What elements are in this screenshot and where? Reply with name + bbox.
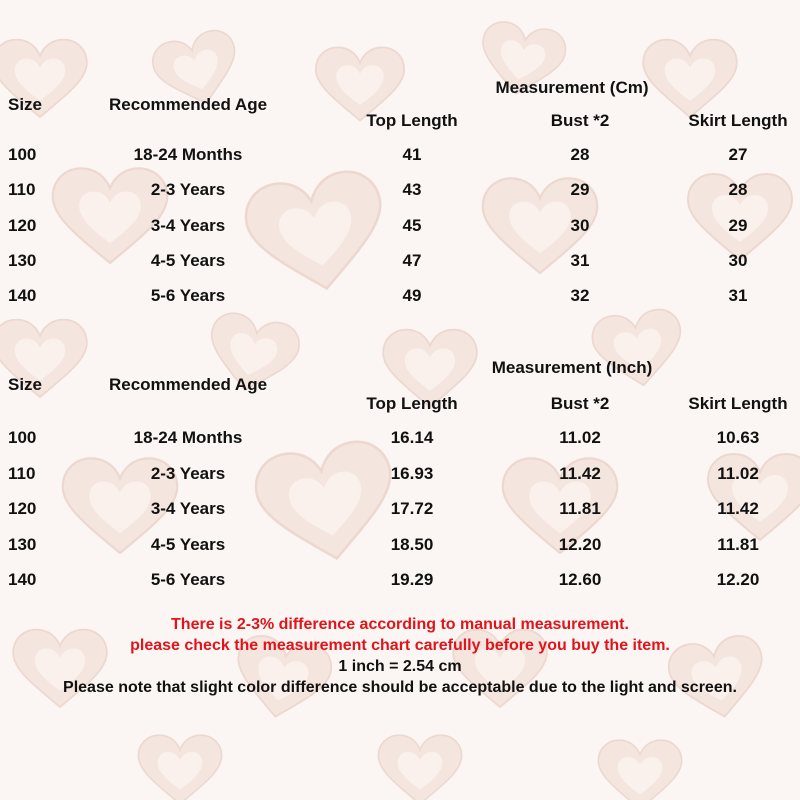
skirt-length-cell: 12.20	[716, 570, 760, 589]
size-cell: 100	[8, 428, 37, 447]
top-length-cell: 47	[402, 251, 422, 270]
inch-size-chart	[0, 358, 800, 628]
size-cell: 140	[8, 286, 37, 305]
top-length-cell: 17.72	[390, 499, 434, 518]
bust-cell: 30	[570, 216, 590, 235]
unit-conversion-note: 1 inch = 2.54 cm	[338, 658, 462, 675]
top-length-column-header: Top Length	[366, 111, 458, 130]
age-cell: 5-6 Years	[150, 286, 226, 305]
age-column-header: Recommended Age	[108, 95, 268, 114]
size-cell: 130	[8, 251, 37, 270]
skirt-length-cell: 28	[728, 180, 748, 199]
bust-cell: 28	[570, 145, 590, 164]
skirt-length-cell: 30	[728, 251, 748, 270]
age-cell: 18-24 Months	[133, 145, 243, 164]
bust-column-header: Bust *2	[550, 394, 610, 413]
size-cell: 110	[8, 464, 36, 483]
age-cell: 18-24 Months	[133, 428, 243, 447]
top-length-cell: 45	[402, 216, 422, 235]
top-length-cell: 43	[402, 180, 422, 199]
size-cell: 140	[8, 570, 37, 589]
bust-cell: 32	[570, 286, 590, 305]
age-cell: 5-6 Years	[150, 570, 226, 589]
top-length-column-header: Top Length	[366, 394, 458, 413]
top-length-cell: 16.14	[390, 428, 434, 447]
age-cell: 3-4 Years	[150, 499, 226, 518]
bust-cell: 12.20	[558, 535, 602, 554]
top-length-cell: 18.50	[390, 535, 434, 554]
size-cell: 130	[8, 535, 37, 554]
bust-cell: 29	[570, 180, 590, 199]
top-length-cell: 49	[402, 286, 422, 305]
age-column-header: Recommended Age	[108, 375, 268, 394]
check-chart-note: please check the measurement chart carefully before you buy the item.	[130, 637, 670, 654]
size-cell: 100	[8, 145, 37, 164]
skirt-length-cell: 29	[728, 216, 748, 235]
color-difference-note: Please note that slight color difference should be acceptable due to the light and screen.	[63, 679, 737, 696]
bust-cell: 12.60	[558, 570, 602, 589]
cm-size-chart	[0, 78, 800, 348]
size-cell: 110	[8, 180, 36, 199]
age-cell: 4-5 Years	[150, 535, 226, 554]
size-column-header: Size	[8, 95, 43, 114]
top-length-cell: 19.29	[390, 570, 434, 589]
skirt-length-cell: 10.63	[716, 428, 760, 447]
measurement-group-heading: Measurement (Cm)	[495, 78, 649, 97]
skirt-length-column-header: Skirt Length	[688, 394, 788, 413]
age-cell: 2-3 Years	[150, 464, 226, 483]
size-cell: 120	[8, 216, 37, 235]
difference-note: There is 2-3% difference according to manual measurement.	[171, 616, 629, 633]
top-length-cell: 16.93	[390, 464, 434, 483]
bust-cell: 11.42	[559, 464, 601, 483]
bust-cell: 11.81	[559, 499, 601, 518]
bust-column-header: Bust *2	[550, 111, 610, 130]
skirt-length-cell: 31	[728, 286, 748, 305]
bust-cell: 11.02	[559, 428, 601, 447]
measurement-group-heading: Measurement (Inch)	[491, 358, 653, 377]
skirt-length-cell: 27	[728, 145, 748, 164]
measurement-notes	[0, 614, 800, 698]
top-length-cell: 41	[402, 145, 422, 164]
skirt-length-cell: 11.81	[717, 535, 759, 554]
bust-cell: 31	[570, 251, 590, 270]
skirt-length-cell: 11.02	[717, 464, 759, 483]
age-cell: 4-5 Years	[150, 251, 226, 270]
skirt-length-column-header: Skirt Length	[688, 111, 788, 130]
age-cell: 2-3 Years	[150, 180, 226, 199]
size-column-header: Size	[8, 375, 43, 394]
skirt-length-cell: 11.42	[717, 499, 759, 518]
size-cell: 120	[8, 499, 37, 518]
age-cell: 3-4 Years	[150, 216, 226, 235]
